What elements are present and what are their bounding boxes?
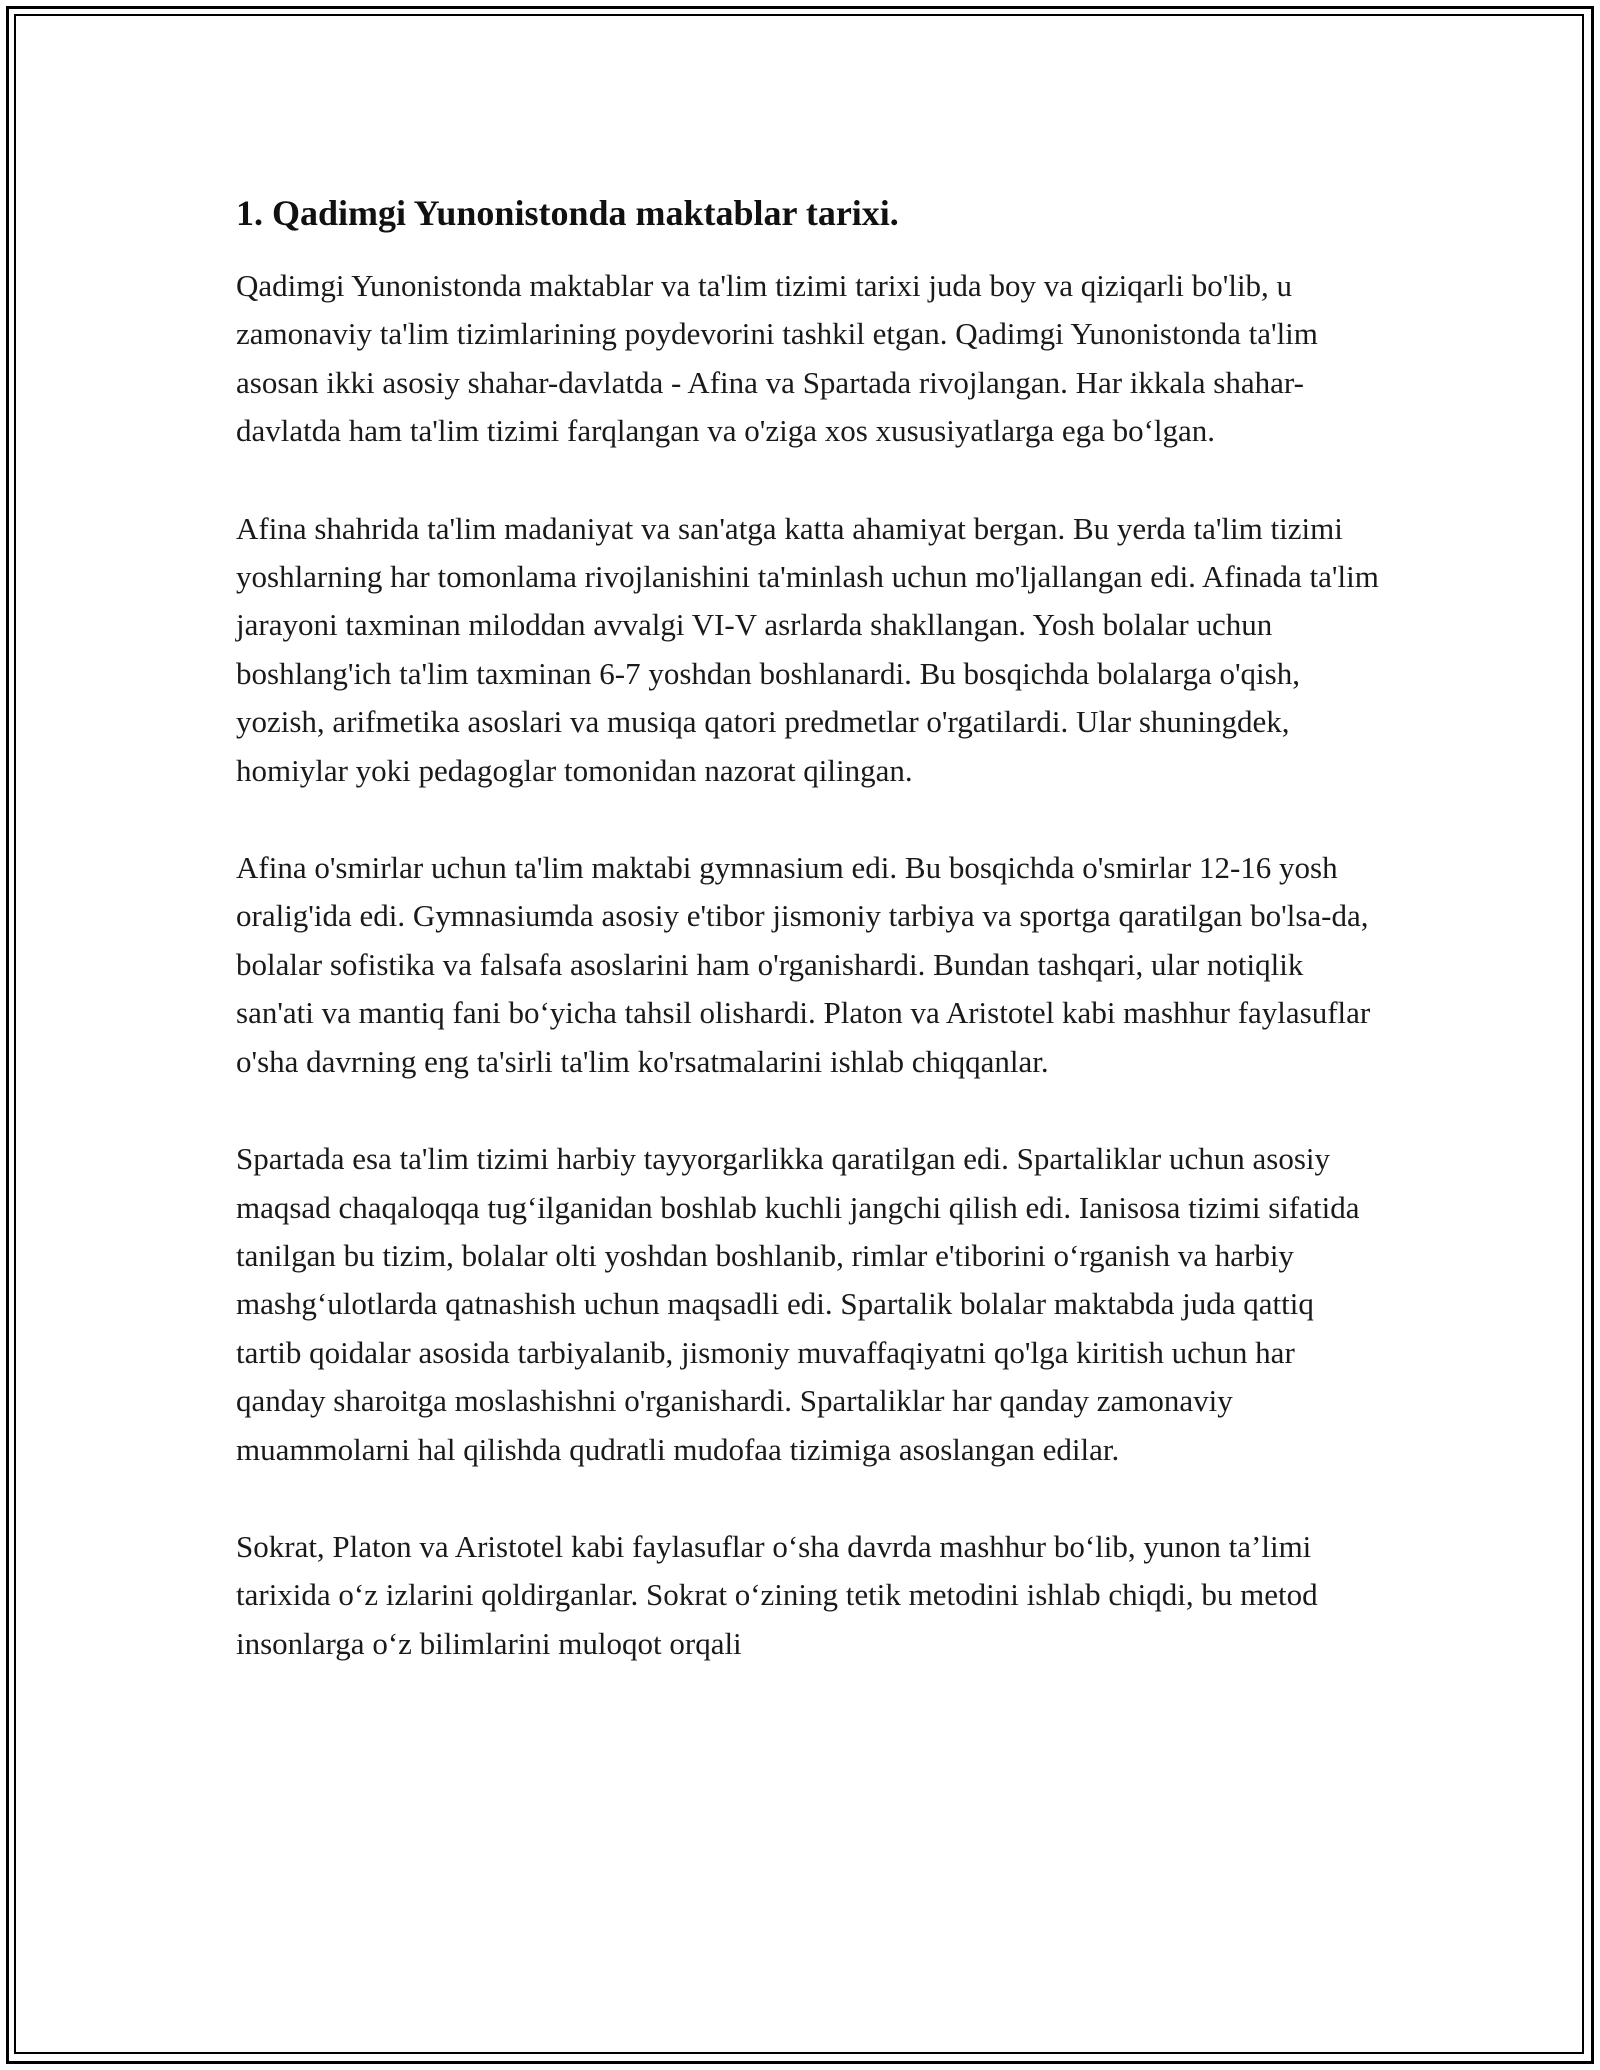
section-heading: 1. Qadimgi Yunonistonda maktablar tarixi.	[236, 193, 899, 233]
paragraph-intro: Qadimgi Yunonistonda maktablar va ta'lim tizimi tarixi juda boy va qiziqarli bo'lib, u zamonaviy ta'lim tizimlarining poydevorini tashkil etgan. Qadimgi Yunonistonda ta'lim asosan ikki asosiy shahar-davlatda - Afina va Spartada rivojlangan. Har ikkala shahar-davlatda ham ta'lim tizimi farqlangan va o'ziga xos xususiyatlarga ega bo‘lgan.	[236, 268, 1318, 449]
paragraph-sparta: Spartada esa ta'lim tizimi harbiy tayyorgarlikka qaratilgan edi. Spartaliklar uchun asosiy maqsad chaqaloqqa tug‘ilganidan boshlab kuchli jangchi qilish edi. Ianisosa tizimi sifatida tanilgan bu tizim, bolalar olti yoshdan boshlanib, rimlar e'tiborini o‘rganish va harbiy mashg‘ulotlarda qatnashish uchun maqsadli edi. Spartalik bolalar maktabda juda qattiq tartib qoidalar asosida tarbiyalanib, jismoniy muvaffaqiyatni qo'lga kiritish uchun har qanday sharoitga moslashishni o'rganishardi. Spartaliklar har qanday zamonaviy muammolarni hal qilishda qudratli mudofaa tizimiga asoslangan edilar.	[236, 1141, 1360, 1467]
document-body	[236, 186, 1386, 1717]
paragraph-philosophers: Sokrat, Platon va Aristotel kabi faylasuflar o‘sha davrda mashhur bo‘lib, yunon ta’limi tarixida o‘z izlarini qoldirganlar. Sokrat o‘zining tetik metodini ishlab chiqdi, bu metod insonlarga o‘z bilimlarini muloqot orqali	[236, 1528, 1318, 1661]
paragraph-gymnasium: Afina o'smirlar uchun ta'lim maktabi gymnasium edi. Bu bosqichda o'smirlar 12-16 yosh oralig'ida edi. Gymnasiumda asosiy e'tibor jismoniy tarbiya va sportga qaratilgan bo'lsa-da, bolalar sofistika va falsafa asoslarini ham o'rganishardi. Bundan tashqari, ular notiqlik san'ati va mantiq fani bo‘yicha tahsil olishardi. Platon va Aristotel kabi mashhur faylasuflar o'sha davrning eng ta'sirli ta'lim ko'rsatmalarini ishlab chiqqanlar.	[236, 850, 1371, 1079]
paragraph-athens: Afina shahrida ta'lim madaniyat va san'atga katta ahamiyat bergan. Bu yerda ta'lim tizimi yoshlarning har tomonlama rivojlanishini ta'minlash uchun mo'ljallangan edi. Afinada ta'lim jarayoni taxminan miloddan avvalgi VI-V asrlarda shakllangan. Yosh bolalar uchun boshlang'ich ta'lim taxminan 6-7 yoshdan boshlanardi. Bu bosqichda bolalarga o'qish, yozish, arifmetika asoslari va musiqa qatori predmetlar o'rgatilardi. Ular shuningdek, homiylar yoki pedagoglar tomonidan nazorat qilingan.	[236, 510, 1379, 788]
